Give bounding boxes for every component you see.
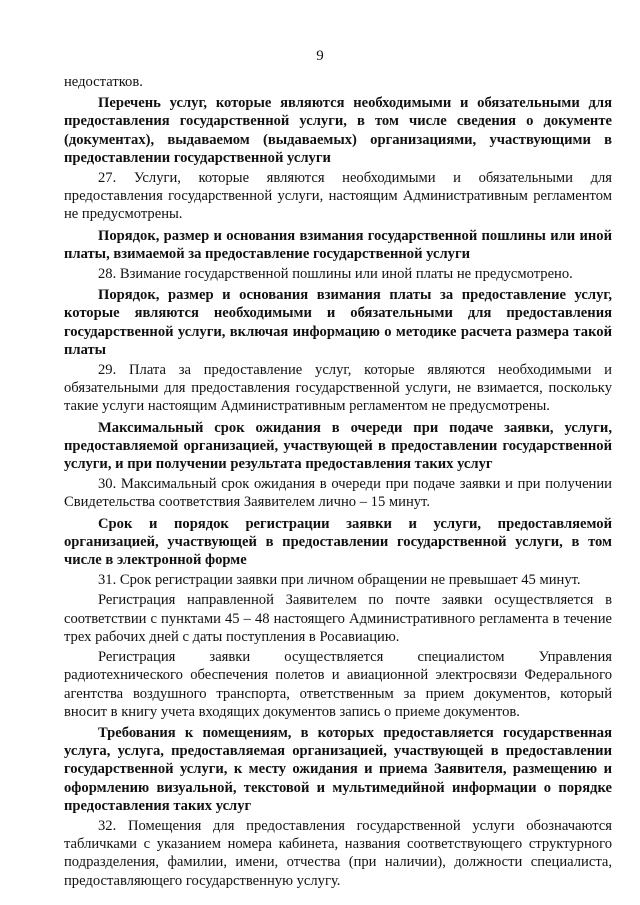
paragraph-29: 29. Плата за предоставление услуг, которые являются необходимыми и обязательными для предоставления государственной услуги, не взимается, поскольку такие услуги настоящим Административным регламентом не предусмотрены. [64,362,612,415]
page-body [64,73,612,892]
paragraph-31: 31. Срок регистрации заявки при личном обращении не превышает 45 минут. [98,572,581,589]
paragraph-continuation: недостатков. [64,74,143,90]
paragraph-30: 30. Максимальный срок ожидания в очереди при подаче заявки и при получении Свидетельства соответствия Заявителем лично – 15 минут. [64,476,612,511]
section-heading-required-services: Перечень услуг, которые являются необходимыми и обязательными для предоставления государственной услуги, в том числе сведения о документе (документах), выдаваемом (выдаваемых) организациями, участвующими в предоставлении государственной услуги [64,95,612,166]
section-heading-state-duty: Порядок, размер и основания взимания государственной пошлины или иной платы, взимаемой за предоставление государственной услуги [64,227,612,262]
paragraph-31-mail-registration: Регистрация направленной Заявителем по почте заявки осуществляется в соответствии с пунктами 45 – 48 настоящего Административного регламента в течение трех рабочих дней с даты поступления в Росавиацию. [64,592,612,645]
paragraph-27: 27. Услуги, которые являются необходимыми и обязательными для предоставления государственной услуги, настоящим Административным регламентом не предусмотрены. [64,170,612,223]
section-heading-registration: Срок и порядок регистрации заявки и услуги, предоставляемой организацией, участвующей в предоставлении государственной услуги, в том числе в электронной форме [64,515,612,569]
section-heading-fee-for-services: Порядок, размер и основания взимания платы за предоставление услуг, которые являются необходимыми и обязательными для предоставления государственной услуги, включая информацию о методике расчета размера такой платы [64,287,612,358]
page-number: 9 [316,48,324,64]
paragraph-28: 28. Взимание государственной пошлины или иной платы не предусмотрено. [98,266,573,283]
section-heading-premises-requirements: Требования к помещениям, в которых предоставляется государственная услуга, услуга, предоставляемая организацией, участвующей в предоставлении государственной услуги, к месту ожидания и приема Заявителя, размещению и оформлению визуальной, текстовой и мультимедийной информации о порядке предоставления таких услуг [64,724,612,814]
paragraph-31-registration-specialist: Регистрация заявки осуществляется специалистом Управления радиотехнического обеспечения полетов и авиационной электросвязи Федерального агентства воздушного транспорта, ответственным за прием документов, который вносит в книгу учета входящих документов запись о приеме документов. [64,649,612,720]
paragraph-32: 32. Помещения для предоставления государственной услуги обозначаются табличками с указанием номера кабинета, названия соответствующего структурного подразделения, фамилии, имени, отчества (при наличии), должности специалиста, предоставляющего государственную услугу. [64,817,612,889]
section-heading-queue-time: Максимальный срок ожидания в очереди при подаче заявки, услуги, предоставляемой организацией, участвующей в предоставлении государственной услуги, и при получении результата предоставления таких услуг [64,419,612,473]
